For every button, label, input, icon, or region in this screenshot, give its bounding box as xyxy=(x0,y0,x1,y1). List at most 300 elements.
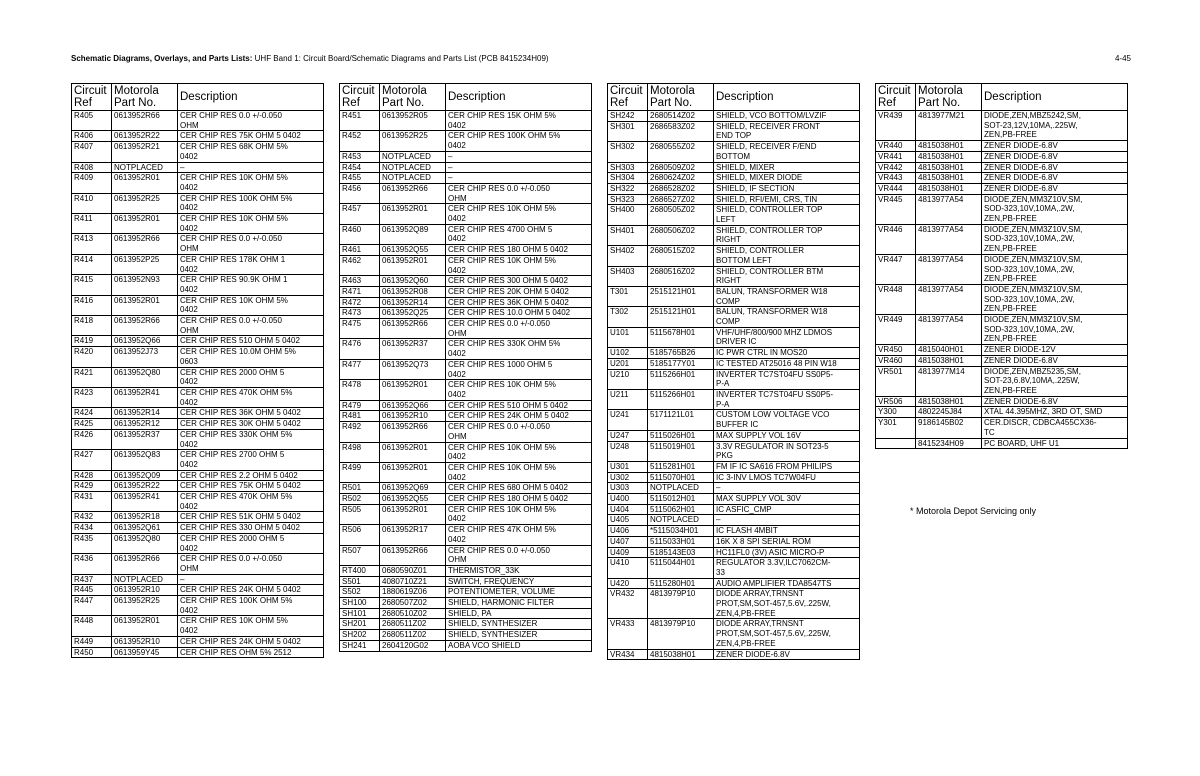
table-row xyxy=(876,151,1128,162)
cell-description: – xyxy=(714,483,860,494)
table-row xyxy=(608,327,860,347)
cell-circuit-ref: U102 xyxy=(608,348,648,359)
cell-description: SHIELD, MIXER DIODE xyxy=(714,173,860,184)
cell-description: CER CHIP RES 15K OHM 5% 0402 xyxy=(446,111,592,131)
cell-description: ZENER DIODE-6.8V xyxy=(982,151,1128,162)
cell-part-no: NOTPLACED xyxy=(380,151,446,162)
table-row xyxy=(340,576,592,587)
cell-part-no: 4813977A54 xyxy=(916,284,982,314)
cell-description: – xyxy=(446,162,592,173)
cell-description: CER CHIP RES 2.2 OHM 5 0402 xyxy=(178,470,324,481)
table-row xyxy=(608,348,860,359)
cell-part-no: NOTPLACED xyxy=(648,515,714,526)
parts-table xyxy=(875,83,1128,449)
cell-circuit-ref: R461 xyxy=(340,245,380,256)
cell-circuit-ref: VR460 xyxy=(876,355,916,366)
table-row xyxy=(72,574,324,585)
cell-part-no: 5115026H01 xyxy=(648,430,714,441)
table-row xyxy=(608,111,860,122)
parts-table-3-container xyxy=(607,83,859,660)
cell-description: CER CHIP RES 36K OHM 5 0402 xyxy=(446,297,592,308)
cell-circuit-ref: R428 xyxy=(72,470,112,481)
cell-description: CER CHIP RES 24K OHM 5 0402 xyxy=(178,636,324,647)
header-subtitle: UHF Band 1: Circuit Board/Schematic Diagrams and Parts List (PCB 8415234H09) xyxy=(252,54,549,63)
cell-part-no: 0613952R66 xyxy=(380,545,446,565)
table-row xyxy=(72,636,324,647)
cell-description: CER CHIP RES 180 OHM 5 0402 xyxy=(446,494,592,505)
cell-part-no: 5115266H01 xyxy=(648,369,714,389)
cell-part-no: 4813977A54 xyxy=(916,224,982,254)
cell-part-no: 0613952R01 xyxy=(380,380,446,400)
cell-circuit-ref: R448 xyxy=(72,616,112,636)
cell-description: DIODE,ZEN,MBZ5235,SM, SOT-23,6.8V,10MA,.225W, ZEN,PB-FREE xyxy=(982,366,1128,396)
table-row xyxy=(72,162,324,173)
table-row xyxy=(340,400,592,411)
table-row xyxy=(72,336,324,347)
cell-part-no: 0613952R37 xyxy=(112,429,178,449)
header-description: Description xyxy=(714,84,860,111)
table-row xyxy=(340,411,592,422)
table-row xyxy=(72,193,324,213)
cell-part-no: 0613952R08 xyxy=(380,286,446,297)
cell-part-no: 4813977A54 xyxy=(916,254,982,284)
cell-description: CER CHIP RES 10K OHM 5% 0402 xyxy=(446,380,592,400)
table-row xyxy=(340,276,592,287)
cell-description: CER CHIP RES 90.9K OHM 1 0402 xyxy=(178,275,324,295)
cell-circuit-ref: VR444 xyxy=(876,183,916,194)
cell-description: DIODE ARRAY,TRNSNT PROT,SM,SOT-457,5.6V,.225W, ZEN,4,PB-FREE xyxy=(714,619,860,649)
cell-part-no: 0613952Q09 xyxy=(112,470,178,481)
cell-description: CER CHIP RES 180 OHM 5 0402 xyxy=(446,245,592,256)
cell-part-no: *5115034H01 xyxy=(648,526,714,537)
cell-part-no: 0613952R05 xyxy=(380,111,446,131)
header-part-no: Motorola Part No. xyxy=(916,84,982,111)
cell-description: DIODE ARRAY,TRNSNT PROT,SM,SOT-457,5.6V,.225W, ZEN,4,PB-FREE xyxy=(714,589,860,619)
table-row xyxy=(72,408,324,419)
cell-circuit-ref: SH302 xyxy=(608,142,648,162)
cell-circuit-ref: U210 xyxy=(608,369,648,389)
cell-circuit-ref: VR446 xyxy=(876,224,916,254)
table-row xyxy=(340,224,592,244)
table-row xyxy=(72,254,324,274)
cell-part-no: 0613952Q60 xyxy=(380,276,446,287)
cell-description: CER CHIP RES 0.0 +/-0.050 OHM xyxy=(178,316,324,336)
cell-circuit-ref: VR433 xyxy=(608,619,648,649)
header-part-no: Motorola Part No. xyxy=(648,84,714,111)
cell-circuit-ref: SH241 xyxy=(340,640,380,651)
cell-part-no: 0613952R14 xyxy=(112,408,178,419)
cell-part-no: 5115012H01 xyxy=(648,494,714,505)
cell-description: SHIELD, RECEIVER FRONT END TOP xyxy=(714,121,860,141)
table-row xyxy=(340,504,592,524)
cell-description: PC BOARD, UHF U1 xyxy=(982,438,1128,449)
cell-part-no: 0613952N93 xyxy=(112,275,178,295)
cell-circuit-ref: R450 xyxy=(72,647,112,658)
cell-part-no: 4815038H01 xyxy=(916,183,982,194)
cell-description: CER CHIP RES 2000 OHM 5 0402 xyxy=(178,367,324,387)
cell-circuit-ref: R499 xyxy=(340,462,380,482)
table-row xyxy=(72,470,324,481)
cell-description: FM IF IC SA616 FROM PHILIPS xyxy=(714,461,860,472)
cell-part-no: 2686583Z02 xyxy=(648,121,714,141)
cell-circuit-ref: SH101 xyxy=(340,608,380,619)
cell-description: SHIELD, RECEIVER F/END BOTTOM xyxy=(714,142,860,162)
cell-description: CER CHIP RES 75K OHM 5 0402 xyxy=(178,131,324,142)
cell-description: CER CHIP RES 330K OHM 5% 0402 xyxy=(446,339,592,359)
cell-description: CER CHIP RES 100K OHM 5% 0402 xyxy=(178,596,324,616)
table-row xyxy=(876,173,1128,184)
cell-description: THERMISTOR_33K xyxy=(446,565,592,576)
cell-circuit-ref: VR447 xyxy=(876,254,916,284)
table-row xyxy=(72,429,324,449)
cell-description: SHIELD, IF SECTION xyxy=(714,183,860,194)
table-row xyxy=(340,131,592,151)
table-row xyxy=(608,173,860,184)
cell-circuit-ref: U301 xyxy=(608,461,648,472)
cell-description: CER CHIP RES 470K OHM 5% 0402 xyxy=(178,387,324,407)
table-row xyxy=(340,630,592,641)
cell-description: CER CHIP RES 10K OHM 5% 0402 xyxy=(446,504,592,524)
cell-description: CER CHIP RES 178K OHM 1 0402 xyxy=(178,254,324,274)
cell-part-no: 0613952R01 xyxy=(112,295,178,315)
cell-circuit-ref: R456 xyxy=(340,183,380,203)
table-row xyxy=(72,512,324,523)
table-row xyxy=(608,649,860,660)
header-section-title: Schematic Diagrams, Overlays, and Parts Lists: xyxy=(71,54,253,63)
cell-circuit-ref: R492 xyxy=(340,422,380,442)
cell-description: CER CHIP RES 47K OHM 5% 0402 xyxy=(446,525,592,545)
table-row xyxy=(876,396,1128,407)
table-row xyxy=(876,418,1128,438)
cell-description: CER CHIP RES 10.0M OHM 5% 0603 xyxy=(178,347,324,367)
cell-description: CER CHIP RES 24K OHM 5 0402 xyxy=(178,585,324,596)
table-header-row xyxy=(608,84,860,111)
cell-part-no: 0613952R41 xyxy=(112,492,178,512)
cell-circuit-ref: SH301 xyxy=(608,121,648,141)
cell-circuit-ref: U409 xyxy=(608,547,648,558)
cell-part-no: 0613952R25 xyxy=(112,596,178,616)
cell-circuit-ref: VR506 xyxy=(876,396,916,407)
cell-description: IC PWR CTRL IN MOS20 xyxy=(714,348,860,359)
table-row xyxy=(608,205,860,225)
table-row xyxy=(608,307,860,327)
cell-part-no: 2680511Z02 xyxy=(380,619,446,630)
cell-description: CER CHIP RES 10K OHM 5% 0402 xyxy=(446,204,592,224)
cell-part-no: 0613952R18 xyxy=(112,512,178,523)
cell-circuit-ref: R462 xyxy=(340,255,380,275)
cell-description: CER CHIP RES 51K OHM 5 0402 xyxy=(178,512,324,523)
cell-part-no: 0613952R25 xyxy=(380,131,446,151)
cell-part-no: 4813977M21 xyxy=(916,111,982,141)
cell-description: SHIELD, CONTROLLER TOP LEFT xyxy=(714,205,860,225)
table-row xyxy=(340,545,592,565)
table-row xyxy=(72,533,324,553)
cell-circuit-ref: SH303 xyxy=(608,162,648,173)
table-row xyxy=(340,162,592,173)
cell-circuit-ref: T302 xyxy=(608,307,648,327)
table-row xyxy=(340,173,592,184)
cell-part-no: 9186145B02 xyxy=(916,418,982,438)
cell-circuit-ref: R424 xyxy=(72,408,112,419)
cell-part-no: 5115033H01 xyxy=(648,536,714,547)
cell-description: CER CHIP RES 0.0 +/-0.050 OHM xyxy=(446,422,592,442)
cell-part-no: 0613952R01 xyxy=(112,173,178,193)
cell-part-no: 4815038H01 xyxy=(916,173,982,184)
cell-circuit-ref: U303 xyxy=(608,483,648,494)
page-number: 4-45 xyxy=(1114,54,1131,63)
cell-part-no: 0613952R12 xyxy=(112,419,178,430)
cell-description: CER CHIP RES 10K OHM 5% 0402 xyxy=(446,255,592,275)
cell-circuit-ref: VR449 xyxy=(876,315,916,345)
table-row xyxy=(72,234,324,254)
cell-part-no: 0613952R41 xyxy=(112,387,178,407)
table-row xyxy=(876,254,1128,284)
cell-part-no: 5115070H01 xyxy=(648,472,714,483)
table-header-row xyxy=(340,84,592,111)
cell-circuit-ref: R423 xyxy=(72,387,112,407)
cell-circuit-ref: R473 xyxy=(340,308,380,319)
table-row xyxy=(608,461,860,472)
cell-circuit-ref: R445 xyxy=(72,585,112,596)
table-row xyxy=(340,204,592,224)
cell-part-no: 5185765B26 xyxy=(648,348,714,359)
cell-circuit-ref: R479 xyxy=(340,400,380,411)
cell-description: CER CHIP RES 0.0 +/-0.050 OHM xyxy=(446,319,592,339)
cell-part-no: NOTPLACED xyxy=(648,483,714,494)
table-row xyxy=(876,141,1128,152)
cell-circuit-ref: Y301 xyxy=(876,418,916,438)
cell-circuit-ref: VR448 xyxy=(876,284,916,314)
cell-part-no: 2680507Z02 xyxy=(380,598,446,609)
table-row xyxy=(608,619,860,649)
cell-part-no: 0680590Z01 xyxy=(380,565,446,576)
cell-part-no: 4813977A54 xyxy=(916,194,982,224)
header-part-no: Motorola Part No. xyxy=(380,84,446,111)
cell-description: CER CHIP RES 4700 OHM 5 0402 xyxy=(446,224,592,244)
cell-part-no: 4080710Z21 xyxy=(380,576,446,587)
table-row xyxy=(608,183,860,194)
table-row xyxy=(340,442,592,462)
cell-circuit-ref: VR439 xyxy=(876,111,916,141)
cell-description: CER CHIP RES 330 OHM 5 0402 xyxy=(178,523,324,534)
cell-description: CER CHIP RES 100K OHM 5% 0402 xyxy=(178,193,324,213)
table-row xyxy=(608,547,860,558)
cell-part-no: 0613952R21 xyxy=(112,142,178,162)
page-header xyxy=(71,54,1131,64)
cell-circuit-ref: R501 xyxy=(340,483,380,494)
cell-circuit-ref: R414 xyxy=(72,254,112,274)
cell-circuit-ref: VR432 xyxy=(608,589,648,619)
cell-description: ZENER DIODE-6.8V xyxy=(982,162,1128,173)
cell-circuit-ref: R416 xyxy=(72,295,112,315)
cell-description: CER CHIP RES 0.0 +/-0.050 OHM xyxy=(446,183,592,203)
table-row xyxy=(72,585,324,596)
cell-circuit-ref: R460 xyxy=(340,224,380,244)
table-row xyxy=(608,536,860,547)
cell-circuit-ref: SH100 xyxy=(340,598,380,609)
table-row xyxy=(72,419,324,430)
cell-part-no: 0613952R01 xyxy=(380,504,446,524)
header-description: Description xyxy=(982,84,1128,111)
cell-description: SHIELD, SYNTHESIZER xyxy=(446,619,592,630)
table-row xyxy=(608,162,860,173)
cell-description: CER CHIP RES 300 OHM 5 0402 xyxy=(446,276,592,287)
header-description: Description xyxy=(178,84,324,111)
cell-circuit-ref: R452 xyxy=(340,131,380,151)
table-row xyxy=(608,142,860,162)
cell-part-no: 0613952R22 xyxy=(112,481,178,492)
table-row xyxy=(340,565,592,576)
cell-description: 16K X 8 SPI SERIAL ROM xyxy=(714,536,860,547)
cell-part-no: 0613952P25 xyxy=(112,254,178,274)
cell-part-no: 2680511Z02 xyxy=(380,630,446,641)
cell-part-no: 5115280H01 xyxy=(648,578,714,589)
cell-circuit-ref: R498 xyxy=(340,442,380,462)
cell-description: CER CHIP RES 0.0 +/-0.050 OHM xyxy=(178,554,324,574)
cell-description: CER CHIP RES 510 OHM 5 0402 xyxy=(178,336,324,347)
header-circuit-ref: Circuit Ref xyxy=(340,84,380,111)
cell-description: SHIELD, PA xyxy=(446,608,592,619)
table-row xyxy=(608,483,860,494)
table-row xyxy=(340,422,592,442)
cell-description: CER CHIP RES 470K OHM 5% 0402 xyxy=(178,492,324,512)
cell-description: BALUN, TRANSFORMER W18 COMP xyxy=(714,307,860,327)
cell-circuit-ref: R478 xyxy=(340,380,380,400)
cell-circuit-ref: R408 xyxy=(72,162,112,173)
cell-description: CER CHIP RES 36K OHM 5 0402 xyxy=(178,408,324,419)
cell-circuit-ref: U248 xyxy=(608,441,648,461)
cell-circuit-ref: R413 xyxy=(72,234,112,254)
cell-circuit-ref: U211 xyxy=(608,389,648,409)
cell-part-no: 0613952Q73 xyxy=(380,359,446,379)
cell-circuit-ref: R407 xyxy=(72,142,112,162)
cell-part-no: 0613952Q66 xyxy=(380,400,446,411)
cell-part-no: 2680509Z02 xyxy=(648,162,714,173)
cell-circuit-ref: R418 xyxy=(72,316,112,336)
cell-circuit-ref: T301 xyxy=(608,286,648,306)
table-header-row xyxy=(876,84,1128,111)
cell-circuit-ref: R410 xyxy=(72,193,112,213)
cell-part-no: 0613952Q83 xyxy=(112,450,178,470)
cell-circuit-ref: R411 xyxy=(72,214,112,234)
cell-circuit-ref xyxy=(876,438,916,449)
cell-description: DIODE,ZEN,MM3Z10V,SM, SOD-323,10V,10MA,.2W, ZEN,PB-FREE xyxy=(982,315,1128,345)
table-row xyxy=(608,286,860,306)
cell-circuit-ref: R409 xyxy=(72,173,112,193)
table-row xyxy=(340,494,592,505)
cell-description: CER CHIP RES 24K OHM 5 0402 xyxy=(446,411,592,422)
table-row xyxy=(608,494,860,505)
table-row xyxy=(72,450,324,470)
cell-part-no: 4815038H01 xyxy=(648,649,714,660)
cell-description: IC 3-INV LMOS TC7W04FU xyxy=(714,472,860,483)
cell-circuit-ref: R434 xyxy=(72,523,112,534)
cell-circuit-ref: R421 xyxy=(72,367,112,387)
cell-description: CER CHIP RES 0.0 +/-0.050 OHM xyxy=(446,545,592,565)
cell-part-no: 2604120G02 xyxy=(380,640,446,651)
cell-part-no: 5115019H01 xyxy=(648,441,714,461)
cell-description: AOBA VCO SHIELD xyxy=(446,640,592,651)
cell-circuit-ref: VR442 xyxy=(876,162,916,173)
cell-circuit-ref: R405 xyxy=(72,111,112,131)
table-row xyxy=(608,225,860,245)
cell-circuit-ref: VR440 xyxy=(876,141,916,152)
cell-description: CER CHIP RES 510 OHM 5 0402 xyxy=(446,400,592,411)
cell-circuit-ref: R435 xyxy=(72,533,112,553)
cell-part-no: 2680514Z02 xyxy=(648,111,714,122)
cell-circuit-ref: R507 xyxy=(340,545,380,565)
table-row xyxy=(876,366,1128,396)
cell-description: ZENER DIODE-6.8V xyxy=(982,355,1128,366)
table-row xyxy=(876,438,1128,449)
depot-servicing-note: * Motorola Depot Servicing only xyxy=(910,506,1037,516)
table-row xyxy=(72,492,324,512)
cell-description: IC TESTED AT25016 48 PIN W18 xyxy=(714,358,860,369)
table-row xyxy=(72,316,324,336)
cell-circuit-ref: R475 xyxy=(340,319,380,339)
table-row xyxy=(608,246,860,266)
table-row xyxy=(608,589,860,619)
cell-description: SHIELD, HARMONIC FILTER xyxy=(446,598,592,609)
table-row xyxy=(72,347,324,367)
header-description: Description xyxy=(446,84,592,111)
cell-part-no: 0613952R01 xyxy=(380,462,446,482)
cell-circuit-ref: U410 xyxy=(608,558,648,578)
cell-part-no: 4815038H01 xyxy=(916,355,982,366)
table-row xyxy=(876,345,1128,356)
cell-part-no: 0613952R01 xyxy=(380,442,446,462)
cell-description: AUDIO AMPLIFIER TDA8547TS xyxy=(714,578,860,589)
header-circuit-ref: Circuit Ref xyxy=(876,84,916,111)
cell-circuit-ref: VR450 xyxy=(876,345,916,356)
cell-description: ZENER DIODE-6.8V xyxy=(982,141,1128,152)
cell-description: SHIELD, MIXER xyxy=(714,162,860,173)
cell-part-no: 2680516Z02 xyxy=(648,266,714,286)
parts-table xyxy=(607,83,860,660)
cell-part-no: 1880619Z06 xyxy=(380,587,446,598)
cell-description: DIODE,ZEN,MBZ5242,SM, SOT-23,12V,10MA,.225W, ZEN,PB-FREE xyxy=(982,111,1128,141)
cell-part-no: 0613952R01 xyxy=(380,204,446,224)
cell-part-no: 4815038H01 xyxy=(916,162,982,173)
cell-circuit-ref: SH201 xyxy=(340,619,380,630)
cell-description: CER CHIP RES 0.0 +/-0.050 OHM xyxy=(178,234,324,254)
table-row xyxy=(608,558,860,578)
cell-description: IC ASFIC_CMP xyxy=(714,504,860,515)
table-row xyxy=(876,407,1128,418)
parts-table-2-container xyxy=(339,83,591,652)
cell-part-no: 0613952Q61 xyxy=(112,523,178,534)
cell-part-no: 5115062H01 xyxy=(648,504,714,515)
table-row xyxy=(608,358,860,369)
table-row xyxy=(72,295,324,315)
cell-circuit-ref: R429 xyxy=(72,481,112,492)
cell-description: – xyxy=(446,151,592,162)
table-row xyxy=(876,284,1128,314)
table-row xyxy=(608,430,860,441)
cell-circuit-ref: R502 xyxy=(340,494,380,505)
cell-description: SHIELD, CONTROLLER BOTTOM LEFT xyxy=(714,246,860,266)
cell-circuit-ref: U404 xyxy=(608,504,648,515)
cell-description: – xyxy=(714,515,860,526)
cell-part-no: 0613952R66 xyxy=(380,319,446,339)
parts-table xyxy=(339,83,592,652)
cell-circuit-ref: U405 xyxy=(608,515,648,526)
cell-description: DIODE,ZEN,MM3Z10V,SM, SOD-323,10V,10MA,.2W, ZEN,PB-FREE xyxy=(982,254,1128,284)
cell-description: SHIELD, CONTROLLER TOP RIGHT xyxy=(714,225,860,245)
cell-part-no: 4815038H01 xyxy=(916,151,982,162)
cell-circuit-ref: R476 xyxy=(340,339,380,359)
cell-part-no: 8415234H09 xyxy=(916,438,982,449)
